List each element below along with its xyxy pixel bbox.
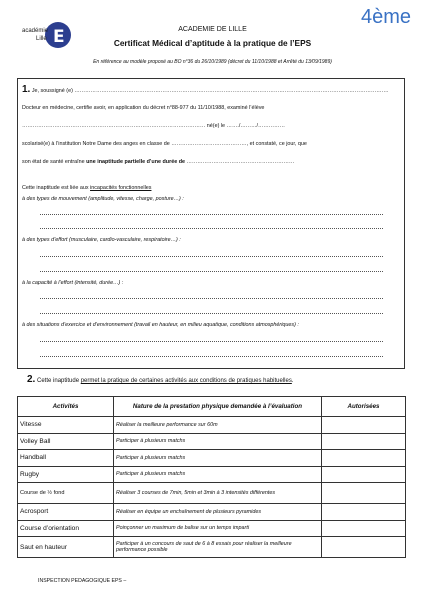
- authorized-cell[interactable]: [322, 520, 406, 537]
- incapacity-intro: [22, 185, 151, 191]
- answer-line[interactable]: [40, 228, 383, 229]
- duration-prefix: son état de santé entraîne: [22, 159, 87, 165]
- answer-line[interactable]: [40, 313, 383, 314]
- section2-heading: [27, 374, 294, 385]
- soussigne-field[interactable]: Je, soussigné (e) ………………………………………………………………………………………………………………………………………………………….: [31, 88, 389, 94]
- table-row: [18, 483, 406, 504]
- activity-nature: Poinçonner un maximum de balise sur un temps imparti: [114, 520, 322, 537]
- class-statement[interactable]: scolarisé(e) à l’institution Notre Dame des anges en classe de ……………………………………, et constaté, ce jour, que: [22, 141, 307, 147]
- answer-line[interactable]: [40, 256, 383, 257]
- activity-name: Volley Ball: [18, 433, 114, 450]
- activity-nature: Participer à plusieurs matchs: [114, 450, 322, 467]
- authorized-cell[interactable]: [322, 450, 406, 467]
- activity-name: Handball: [18, 450, 114, 467]
- academie-heading: ACADEMIE DE LILLE: [178, 26, 247, 33]
- section1-line-soussigne: [22, 84, 389, 95]
- activity-nature: Réaliser 3 courses de 7min, 5min et 3min à 3 intensités différentes: [114, 483, 322, 504]
- activity-name: Vitesse: [18, 417, 114, 434]
- activity-nature: Participer à un concours de saut de 6 à 8 essais pour réaliser la meilleure performance possible: [114, 537, 322, 558]
- answer-line[interactable]: [40, 356, 383, 357]
- incapacity-prefix: Cette inaptitude est liée aux: [22, 185, 91, 191]
- answer-line[interactable]: [40, 214, 383, 215]
- answer-line[interactable]: [40, 298, 383, 299]
- section2-number: 2.: [27, 374, 36, 385]
- section2-suffix: .: [291, 378, 294, 384]
- grade-label: 4ème: [360, 6, 411, 28]
- duration-bold: une inaptitude partielle d’une durée de: [86, 159, 185, 165]
- header-nature: Nature de la prestation physique demandée à l’évaluation: [114, 397, 322, 417]
- authorized-cell[interactable]: [322, 537, 406, 558]
- activity-name: Course de ½ fond: [18, 483, 114, 504]
- incapacity-underlined: incapacités fonctionnelles: [90, 185, 152, 191]
- authorized-cell[interactable]: [322, 483, 406, 504]
- category-capacity: à la capacité à l’effort (intensité, durée…) :: [22, 280, 124, 286]
- eleve-field[interactable]: ………………………………………………………………………………………… né(e) le ……./………/……………: [22, 123, 285, 129]
- authorized-cell[interactable]: [322, 417, 406, 434]
- activity-nature: Participer à plusieurs matchs: [114, 433, 322, 450]
- svg-text:Lille: Lille: [36, 36, 47, 42]
- category-environment: à des situations d’exercice et d’environnement (travail en hauteur, en milieu aquatique, conditions atmosphériques) :: [22, 322, 299, 328]
- authorized-cell[interactable]: [322, 433, 406, 450]
- answer-line[interactable]: [40, 271, 383, 272]
- svg-text:académie: académie: [22, 28, 49, 34]
- authorized-cell[interactable]: [322, 466, 406, 483]
- table-header-row: [18, 397, 406, 417]
- section2-underlined: permet la pratique de certaines activités aux conditions de pratiques habituelles: [80, 378, 292, 384]
- section1-box: [17, 78, 405, 369]
- header-activities: Activités: [18, 397, 114, 417]
- activity-name: Course d’orientation: [18, 520, 114, 537]
- section2-prefix: Cette inaptitude: [35, 378, 81, 384]
- category-effort: à des types d’effort (musculaire, cardio-vasculaire, respiratoire…) :: [22, 237, 181, 243]
- activity-name: Acrosport: [18, 504, 114, 521]
- table-row: [18, 450, 406, 467]
- section1-number: 1.: [22, 84, 31, 95]
- table-row: [18, 520, 406, 537]
- header-authorized: Autorisées: [322, 397, 406, 417]
- activity-nature: Réaliser en équipe un enchaînement de plusieurs pyramides: [114, 504, 322, 521]
- duration-statement[interactable]: [22, 159, 294, 165]
- table-row: [18, 417, 406, 434]
- authorized-cell[interactable]: [322, 504, 406, 521]
- activity-name: Rugby: [18, 466, 114, 483]
- footer-text: INSPECTION PEDAGOGIQUE EPS –: [38, 578, 127, 584]
- page-title: Certificat Médical d’aptitude à la pratique de l’EPS: [113, 38, 312, 48]
- duration-field[interactable]: ……………………………………………………: [184, 159, 295, 165]
- answer-line[interactable]: [40, 341, 383, 342]
- category-movement: à des types de mouvement (amplitude, vitesse, charge, posture…) :: [22, 196, 184, 202]
- table-row: [18, 466, 406, 483]
- svg-text:E: E: [53, 27, 65, 47]
- activities-table: [17, 396, 406, 558]
- table-row: [18, 504, 406, 521]
- activity-nature: Participer à plusieurs matchs: [114, 466, 322, 483]
- activity-nature: Réaliser la meilleure performance sur 60m: [114, 417, 322, 434]
- table-row: [18, 433, 406, 450]
- doctor-statement: Docteur en médecine, certifie avoir, en application du décret n°88-977 du 11/10/1988, examiné l’élève: [22, 105, 265, 111]
- reference-note: En référence au modèle proposé au BO n°36 du 26/10/1989 (décret du 11/10/1988 et Arrêté du 13/09/1989): [93, 59, 332, 65]
- table-row: [18, 537, 406, 558]
- activity-name: Saut en hauteur: [18, 537, 114, 558]
